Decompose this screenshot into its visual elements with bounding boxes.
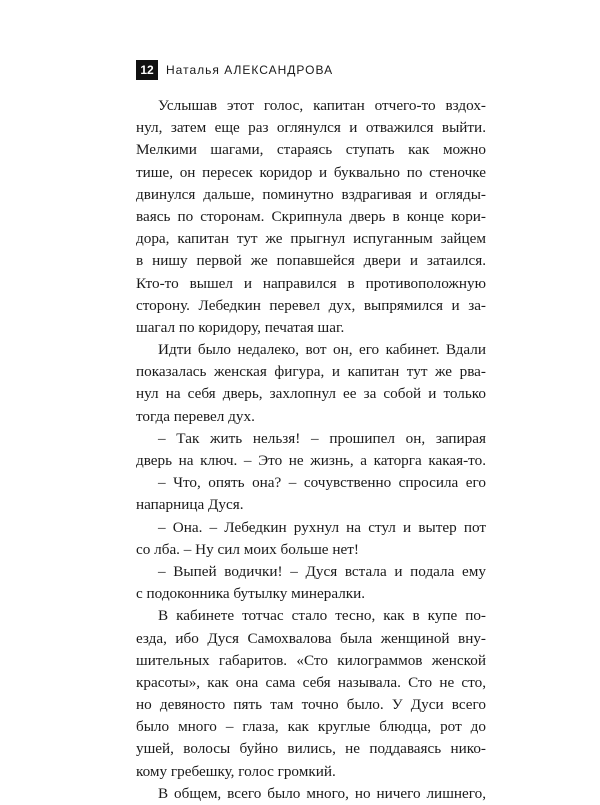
text-line: но девяносто пять там точно было. У Дуси всего [136, 696, 486, 714]
text-line: Кто-то вышел и направился в противоположную [136, 274, 486, 292]
text-line: Мелкими шагами, стараясь ступать как можно [136, 141, 486, 159]
text-line: дора, капитан тут же прыгнул испуганным зайцем [136, 230, 486, 248]
text-line: нул на себя дверь, захлопнул ее за собой и только [136, 385, 486, 403]
text-line: ваясь по сторонам. Скрипнула дверь в конце кори- [136, 207, 486, 225]
text-line: со лба. – Ну сил моих больше нет! [136, 540, 359, 558]
text-line: кому гребешку, голос громкий. [136, 762, 336, 780]
text-line: шагал по коридору, печатая шаг. [136, 318, 345, 336]
running-head-author: Наталья АЛЕКСАНДРОВА [166, 63, 334, 77]
text-line: сторону. Лебедкин перевел дух, выпрямился и за- [136, 296, 486, 314]
text-line: напарница Дуся. [136, 496, 244, 514]
text-line: двинулся дальше, поминутно вздрагивая и огляды- [136, 185, 486, 203]
text-line: – Что, опять она? – сочувственно спросила его [158, 474, 486, 492]
body-text [136, 95, 486, 805]
text-line: красоты», как она сама себя называла. Сто не сто, [136, 673, 486, 691]
text-line: – Она. – Лебедкин рухнул на стул и вытер пот [158, 518, 486, 536]
text-line: дверь на ключ. – Это не жизнь, а каторга какая-то. [136, 452, 486, 469]
text-line: Услышав этот голос, капитан отчего-то вздох- [158, 97, 486, 114]
text-line: с подоконника бутылку минералки. [136, 585, 366, 603]
text-line: тогда перевел дух. [136, 407, 255, 425]
text-line: шительных габаритов. «Сто килограммов женской [136, 651, 486, 669]
text-line: нул, затем еще раз оглянулся и отважился выйти. [136, 119, 486, 137]
text-line: тише, он пересек коридор и буквально по стеночке [136, 163, 486, 181]
text-line: Идти было недалеко, вот он, его кабинет. Вдали [158, 341, 486, 359]
page-number: 12 [136, 60, 158, 80]
text-line: В общем, всего было много, но ничего лишнего, [158, 784, 486, 802]
text-line: – Выпей водички! – Дуся встала и подала ему [158, 562, 486, 580]
text-line: было много – глаза, как круглые блюдца, рот до [136, 718, 486, 736]
text-line: – Так жить нельзя! – прошипел он, запирая [158, 429, 486, 447]
text-line: показалась женская фигура, и капитан тут же рва- [136, 363, 486, 381]
text-line: ушей, волосы буйно вились, не поддаваясь нико- [136, 740, 486, 758]
running-head [136, 60, 333, 80]
text-line: езда, ибо Дуся Самохвалова была женщиной вну- [136, 629, 486, 647]
text-line: В кабинете тотчас стало тесно, как в купе по- [158, 607, 486, 625]
text-line: в нишу первой же попавшейся двери и затаился. [136, 252, 486, 270]
